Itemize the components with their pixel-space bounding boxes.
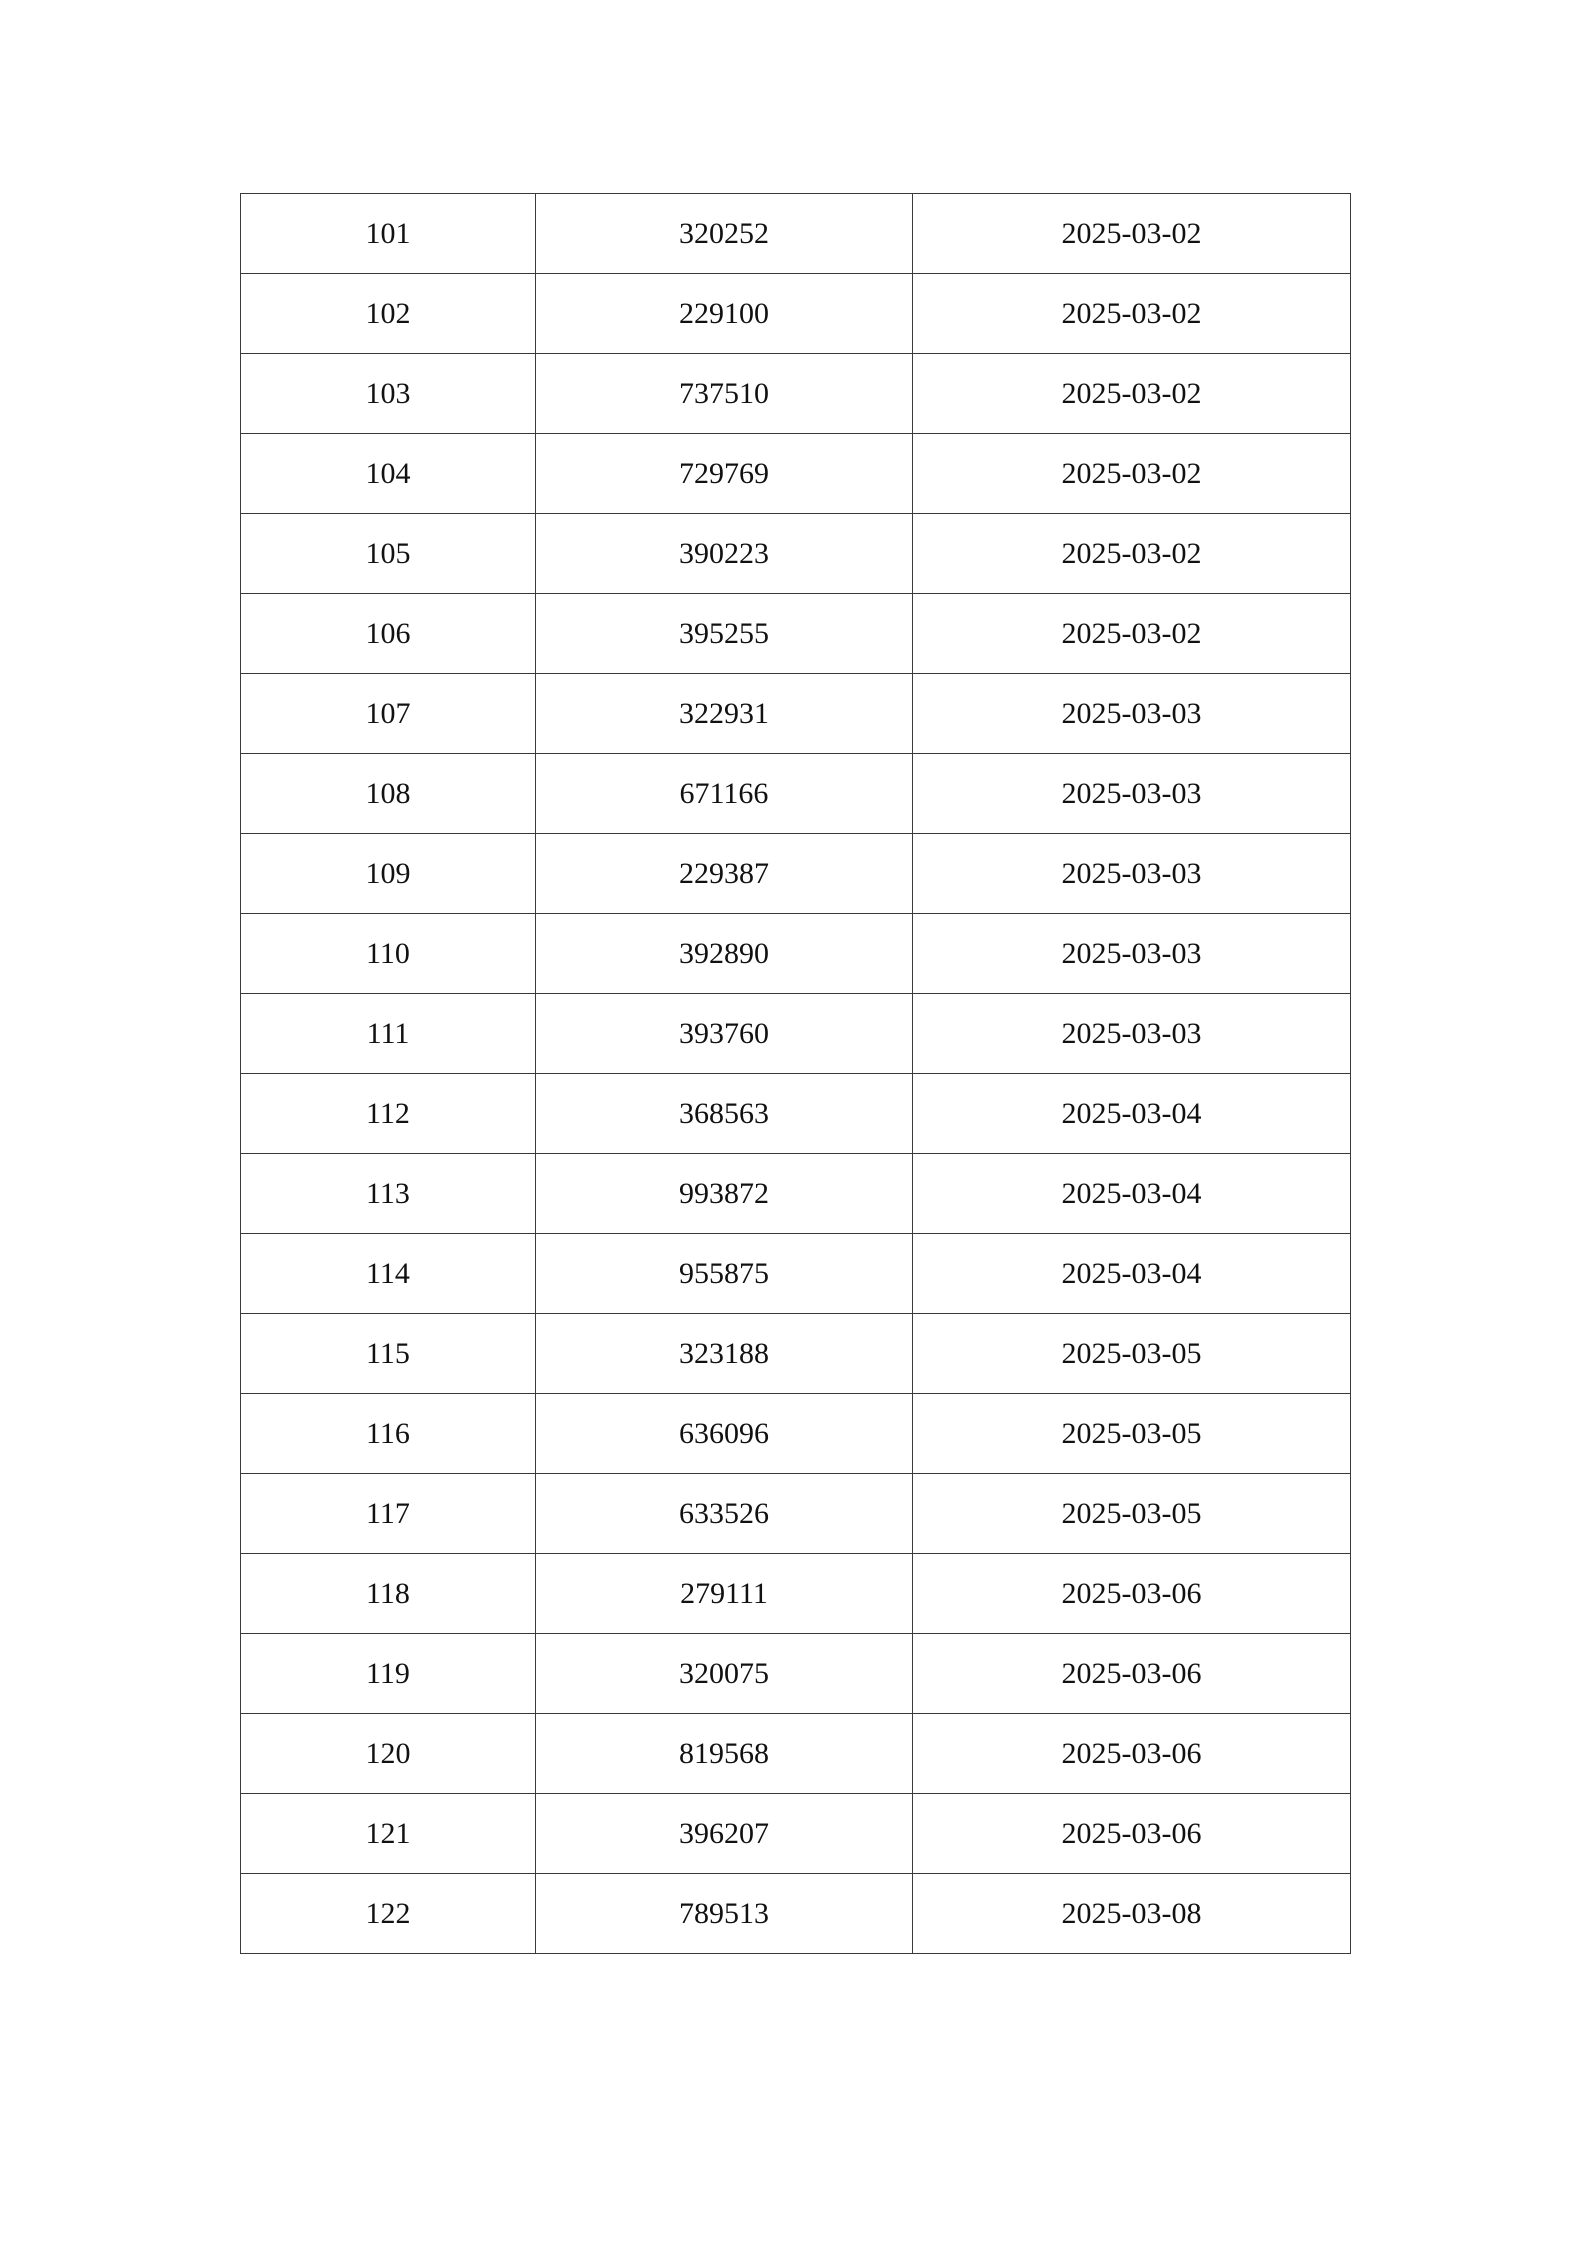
table-row — [241, 1314, 1351, 1394]
date-cell: 2025-03-02 — [913, 514, 1351, 594]
date-cell: 2025-03-05 — [913, 1394, 1351, 1474]
row-number-cell: 101 — [241, 194, 536, 274]
date-cell: 2025-03-04 — [913, 1234, 1351, 1314]
date-cell: 2025-03-04 — [913, 1074, 1351, 1154]
table-row — [241, 914, 1351, 994]
code-cell: 390223 — [536, 514, 913, 594]
date-cell: 2025-03-02 — [913, 594, 1351, 674]
date-cell: 2025-03-03 — [913, 674, 1351, 754]
code-cell: 322931 — [536, 674, 913, 754]
row-number-cell: 107 — [241, 674, 536, 754]
table-row — [241, 1634, 1351, 1714]
row-number-cell: 103 — [241, 354, 536, 434]
table-row — [241, 1234, 1351, 1314]
table-row — [241, 354, 1351, 434]
table-row — [241, 1474, 1351, 1554]
row-number-cell: 116 — [241, 1394, 536, 1474]
date-cell: 2025-03-03 — [913, 754, 1351, 834]
data-table — [240, 193, 1351, 1954]
date-cell: 2025-03-05 — [913, 1314, 1351, 1394]
code-cell: 320252 — [536, 194, 913, 274]
date-cell: 2025-03-02 — [913, 194, 1351, 274]
date-cell: 2025-03-03 — [913, 914, 1351, 994]
table-row — [241, 434, 1351, 514]
table-row — [241, 754, 1351, 834]
row-number-cell: 122 — [241, 1874, 536, 1954]
table-row — [241, 1874, 1351, 1954]
row-number-cell: 115 — [241, 1314, 536, 1394]
code-cell: 279111 — [536, 1554, 913, 1634]
table-row — [241, 514, 1351, 594]
row-number-cell: 105 — [241, 514, 536, 594]
code-cell: 993872 — [536, 1154, 913, 1234]
date-cell: 2025-03-03 — [913, 994, 1351, 1074]
table-row — [241, 274, 1351, 354]
code-cell: 633526 — [536, 1474, 913, 1554]
row-number-cell: 104 — [241, 434, 536, 514]
table-row — [241, 1154, 1351, 1234]
code-cell: 737510 — [536, 354, 913, 434]
date-cell: 2025-03-02 — [913, 434, 1351, 514]
code-cell: 636096 — [536, 1394, 913, 1474]
date-cell: 2025-03-06 — [913, 1794, 1351, 1874]
code-cell: 955875 — [536, 1234, 913, 1314]
code-cell: 395255 — [536, 594, 913, 674]
table-row — [241, 674, 1351, 754]
table-row — [241, 194, 1351, 274]
row-number-cell: 102 — [241, 274, 536, 354]
code-cell: 392890 — [536, 914, 913, 994]
date-cell: 2025-03-06 — [913, 1714, 1351, 1794]
row-number-cell: 118 — [241, 1554, 536, 1634]
row-number-cell: 106 — [241, 594, 536, 674]
row-number-cell: 120 — [241, 1714, 536, 1794]
date-cell: 2025-03-03 — [913, 834, 1351, 914]
table-row — [241, 834, 1351, 914]
table-row — [241, 1394, 1351, 1474]
code-cell: 729769 — [536, 434, 913, 514]
code-cell: 393760 — [536, 994, 913, 1074]
row-number-cell: 109 — [241, 834, 536, 914]
row-number-cell: 119 — [241, 1634, 536, 1714]
row-number-cell: 111 — [241, 994, 536, 1074]
date-cell: 2025-03-06 — [913, 1634, 1351, 1714]
table-row — [241, 1714, 1351, 1794]
code-cell: 229100 — [536, 274, 913, 354]
date-cell: 2025-03-05 — [913, 1474, 1351, 1554]
date-cell: 2025-03-08 — [913, 1874, 1351, 1954]
table-row — [241, 1794, 1351, 1874]
code-cell: 320075 — [536, 1634, 913, 1714]
code-cell: 229387 — [536, 834, 913, 914]
code-cell: 368563 — [536, 1074, 913, 1154]
row-number-cell: 117 — [241, 1474, 536, 1554]
table-row — [241, 1074, 1351, 1154]
code-cell: 323188 — [536, 1314, 913, 1394]
row-number-cell: 113 — [241, 1154, 536, 1234]
row-number-cell: 112 — [241, 1074, 536, 1154]
date-cell: 2025-03-04 — [913, 1154, 1351, 1234]
table-row — [241, 994, 1351, 1074]
table-row — [241, 1554, 1351, 1634]
row-number-cell: 121 — [241, 1794, 536, 1874]
code-cell: 671166 — [536, 754, 913, 834]
date-cell: 2025-03-02 — [913, 354, 1351, 434]
code-cell: 789513 — [536, 1874, 913, 1954]
date-cell: 2025-03-02 — [913, 274, 1351, 354]
table-row — [241, 594, 1351, 674]
code-cell: 819568 — [536, 1714, 913, 1794]
row-number-cell: 108 — [241, 754, 536, 834]
date-cell: 2025-03-06 — [913, 1554, 1351, 1634]
table-body — [241, 194, 1351, 1954]
row-number-cell: 114 — [241, 1234, 536, 1314]
code-cell: 396207 — [536, 1794, 913, 1874]
row-number-cell: 110 — [241, 914, 536, 994]
